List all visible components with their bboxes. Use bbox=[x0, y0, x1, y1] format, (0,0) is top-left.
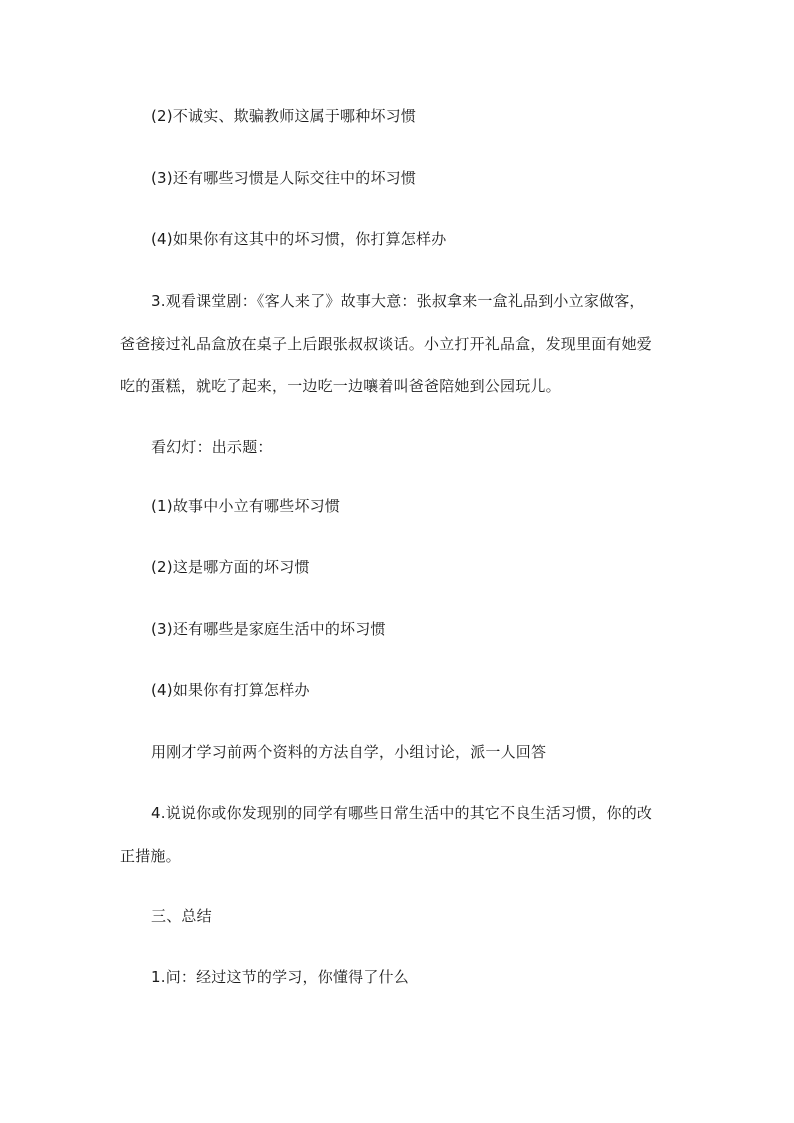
paragraph-habits-line-2: 正措施。 bbox=[120, 847, 181, 865]
paragraph-drama-line-3: 吃的蛋糕，就吃了起来，一边吃一边嚷着叫爸爸陪她到公园玩儿。 bbox=[120, 377, 561, 395]
paragraph-question-4: (4)如果你有打算怎样办 bbox=[151, 681, 310, 699]
paragraph-summary-question: 1.问：经过这节的学习，你懂得了什么 bbox=[151, 968, 409, 986]
paragraph-question-1: (1)故事中小立有哪些坏习惯 bbox=[151, 497, 341, 515]
paragraph-question-3: (3)还有哪些是家庭生活中的坏习惯 bbox=[151, 620, 386, 638]
paragraph-question-2: (2)这是哪方面的坏习惯 bbox=[151, 558, 310, 576]
paragraph-drama-line-2: 爸爸接过礼品盒放在桌子上后跟张叔叔谈话。小立打开礼品盒，发现里面有她爱 bbox=[120, 335, 653, 353]
paragraph-habits-line-1: 4.说说你或你发现别的同学有哪些日常生活中的其它不良生活习惯，你的改 bbox=[151, 804, 653, 822]
paragraph-drama-line-1: 3.观看课堂剧：《客人来了》故事大意：张叔拿来一盒礼品到小立家做客， bbox=[151, 292, 645, 310]
paragraph-slide-intro: 看幻灯：出示题： bbox=[151, 438, 273, 456]
paragraph-habit-social: (3)还有哪些习惯是人际交往中的坏习惯 bbox=[151, 169, 417, 187]
section-heading-summary: 三、总结 bbox=[151, 907, 212, 925]
paragraph-self-study: 用刚才学习前两个资料的方法自学，小组讨论，派一人回答 bbox=[151, 743, 547, 761]
paragraph-habit-plan: (4)如果你有这其中的坏习惯，你打算怎样办 bbox=[151, 230, 447, 248]
paragraph-habit-dishonesty: (2)不诚实、欺骗教师这属于哪种坏习惯 bbox=[151, 107, 417, 125]
